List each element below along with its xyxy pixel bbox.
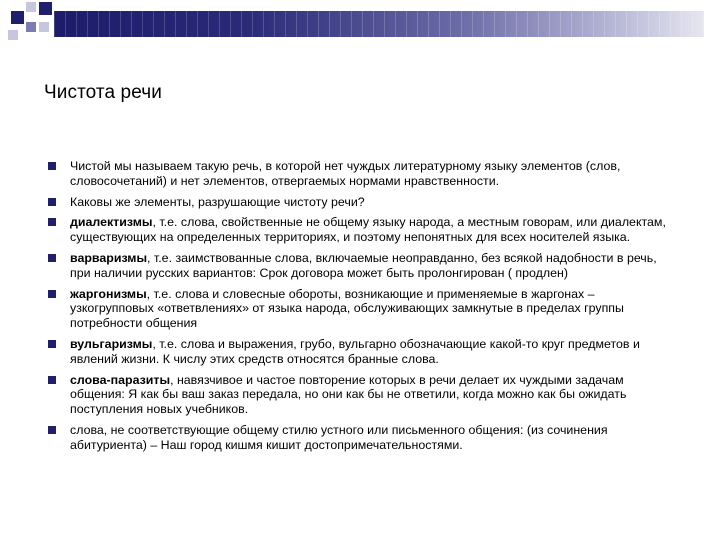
bullet-list <box>48 159 676 459</box>
square-bullet-icon <box>48 254 56 262</box>
bullet-term: диалектизмы <box>70 215 153 230</box>
square-bullet-icon <box>48 340 56 348</box>
bullet-term: жаргонизмы <box>70 286 147 301</box>
bullet-item <box>48 159 676 189</box>
bullet-text: , т.е. заимствованные слова, включаемые неоправданно, без всякой надобности в речь, при наличии русских вариантов: Срок договора может быть пролонгирован ( продлен) <box>70 250 657 280</box>
square-bullet-icon <box>48 198 56 206</box>
bullet-term: варваризмы <box>70 250 148 265</box>
bullet-item <box>48 195 676 210</box>
bullet-term: вульгаризмы <box>70 336 153 351</box>
square-bullet-icon <box>48 218 56 226</box>
bullet-text: , навязчивое и частое повторение которых в речи делает их чуждыми задачам общения: Я как бы ваш заказ передала, но они как бы не ответили, когда можно как бы ожидать поступления новых учебников. <box>70 372 627 417</box>
bullet-item <box>48 337 676 367</box>
square-bullet-icon <box>48 426 56 434</box>
bullet-item <box>48 215 676 245</box>
bullet-text: Каковы же элементы, разрушающие чистоту речи? <box>70 194 365 209</box>
header-square-4 <box>26 22 36 32</box>
bullet-text: , т.е. слова и словесные обороты, возникающие и применяемые в жаргонах – узкогрупповых «ответвлениях» от языка народа, обслуживающих замкнутые в пределах группы потребности общения <box>70 286 624 331</box>
bullet-text: слова, не соответствующие общему стилю устного или письменного общения: (из сочинения абитуриента) – Наш город кишмя кишит достопримечательностями. <box>70 422 608 452</box>
bullet-text: , т.е. слова и выражения, грубо, вульгарно обозначающие какой-то круг предметов и явлений жизни. К числу этих средств относятся бранные слова. <box>70 336 640 366</box>
header-square-5 <box>39 22 49 32</box>
bullet-text: , т.е. слова, свойственные не общему языку народа, а местным говорам, или диалектам, существующих на определенных территориях, и поэтому непонятных для всех носителей языка. <box>70 215 666 245</box>
header-square-1 <box>11 11 24 24</box>
bullet-item <box>48 373 676 417</box>
header-square-6 <box>8 30 18 40</box>
bullet-item <box>48 251 676 281</box>
bullet-item <box>48 287 676 331</box>
square-bullet-icon <box>48 290 56 298</box>
bullet-text: Чистой мы называем такую речь, в которой нет чуждых литературному языку элементов (слов, словосочетаний) и нет элементов, отвергаемых нормами нравственности. <box>70 159 621 188</box>
square-bullet-icon <box>48 376 56 384</box>
header-square-2 <box>26 2 36 12</box>
bullet-item <box>48 423 676 453</box>
header-square-3 <box>39 2 52 15</box>
header-gradient-bar <box>54 11 704 37</box>
slide-title: Чистота речи <box>44 82 162 103</box>
bullet-term: слова-паразиты <box>70 372 171 387</box>
square-bullet-icon <box>48 162 56 170</box>
